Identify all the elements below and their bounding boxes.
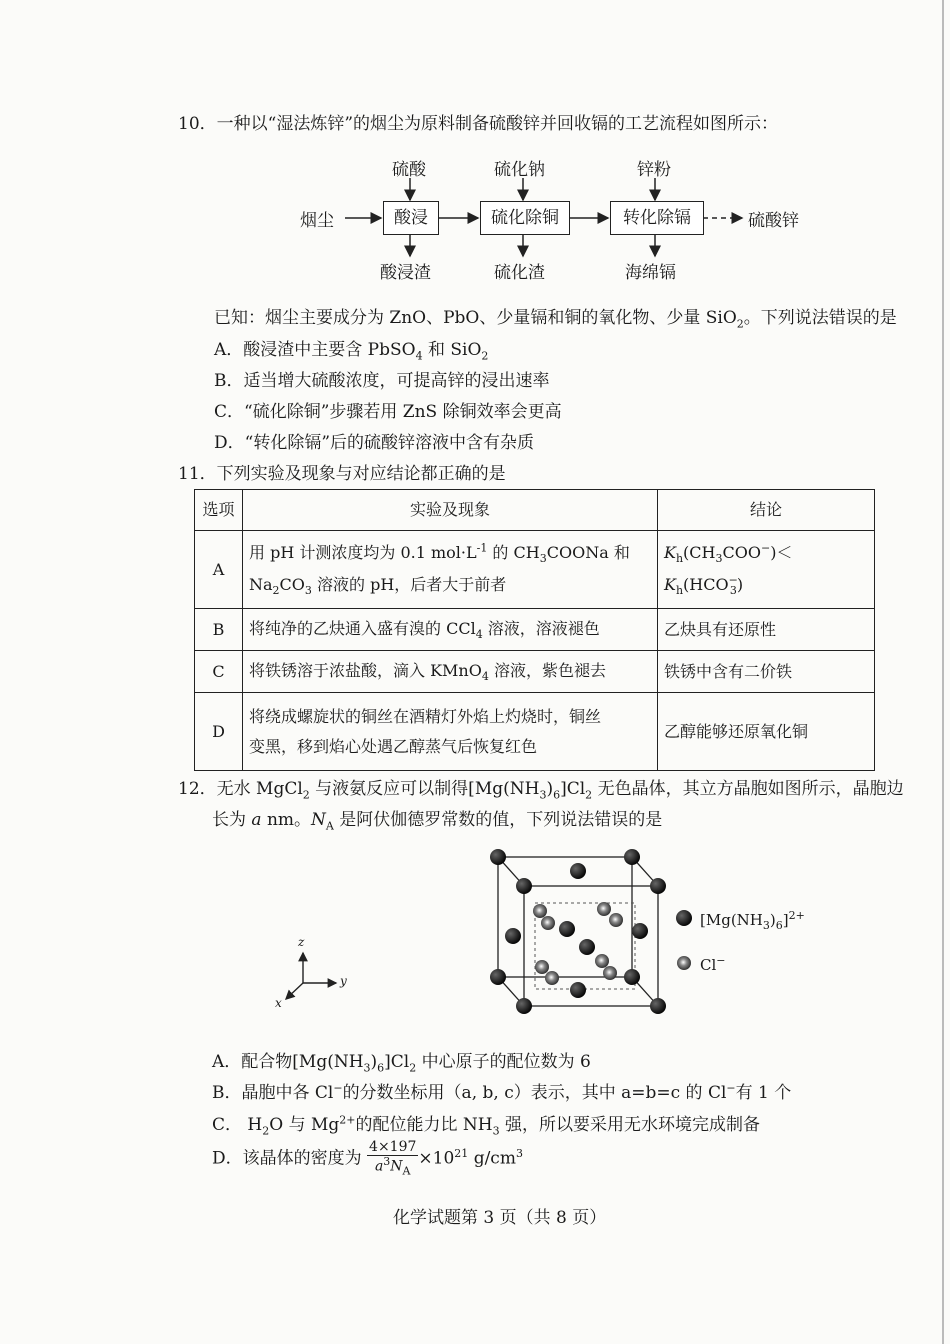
table-row	[195, 651, 875, 693]
table-row	[195, 693, 875, 771]
q10-option-d: D．“转化除镉”后的硫酸锌溶液中含有杂质	[214, 433, 535, 453]
header-conclusion: 结论	[658, 490, 875, 531]
legend-mg-complex: $[Mg(NH_3)_6]^{2+}$	[700, 909, 805, 932]
flow-reagent-3: 锌粉	[637, 160, 671, 180]
q12-option-b: B．晶胞中各 Cl−的分数坐标用（a, b, c）表示，其中 a=b=c 的 Cl−有 1 个	[212, 1081, 792, 1103]
row-conclusion: $K_h(CH_3COO^-)<K_h(HCO^-_3)$	[658, 531, 875, 609]
q10-known: 已知：烟尘主要成分为 ZnO、PbO、少量镉和铜的氧化物、少量 SiO$_2$。下列说法错误的是	[214, 308, 897, 331]
flow-reagent-2: 硫化钠	[494, 160, 545, 180]
table-row	[195, 609, 875, 651]
q12-option-d: D．该晶体的密度为 $\frac{4\times 197}{a^3N_A}$ $\times 10^{21}$ $g/cm^3$	[212, 1139, 523, 1178]
axis-x-label: x	[275, 996, 282, 1010]
row-experiment: 用 pH 计测浓度均为 0.1 $mol\cdot L^{-1}$ 的 $CH_3COONa$ 和 $Na_2CO_3$ 溶液的 pH，后者大于前者	[243, 531, 658, 609]
header-experiment: 实验及现象	[243, 490, 658, 531]
row-experiment: 将绕成螺旋状的铜丝在酒精灯外焰上灼烧时，铜丝 变黑，移到焰心处遇乙醇蒸气后恢复红色	[243, 693, 658, 771]
row-option: D	[195, 693, 243, 771]
flow-residue-2: 硫化渣	[494, 263, 545, 283]
q11-stem: 11．下列实验及现象与对应结论都正确的是	[178, 464, 506, 484]
scan-edge-line	[942, 0, 944, 1344]
row-experiment: 将铁锈溶于浓盐酸，滴入 KMnO$_4$ 溶液，紫色褪去	[243, 651, 658, 693]
crystal-cell-diagram	[480, 845, 680, 1030]
axis-z-label: z	[298, 935, 305, 949]
row-option: C	[195, 651, 243, 693]
header-option: 选项	[195, 490, 243, 531]
legend-chloride: Cl−	[700, 954, 726, 974]
flow-residue-1: 酸浸渣	[380, 263, 431, 283]
flow-box-convert-cd: 转化除镉	[610, 201, 704, 235]
flow-box-acid-leach: 酸浸	[383, 201, 439, 235]
table-header-row	[195, 490, 875, 531]
flow-arrows	[0, 0, 950, 300]
legend-markers	[674, 908, 694, 978]
table-row	[195, 531, 875, 609]
row-conclusion: 铁锈中含有二价铁	[658, 651, 875, 693]
q10-option-c: C．“硫化除铜”步骤若用 ZnS 除铜效率会更高	[214, 402, 562, 422]
flow-reagent-1: 硫酸	[392, 160, 426, 180]
flow-output-label: 硫酸锌	[748, 211, 799, 231]
flow-residue-3: 海绵镉	[625, 263, 676, 283]
q12-option-c: C． $H_2O$ 与 $Mg^{2+}$的配位能力比 $NH_3$ 强，所以要采用无水环境完成制备	[212, 1113, 761, 1138]
row-option: B	[195, 609, 243, 651]
page-footer: 化学试题第 3 页（共 8 页）	[393, 1208, 607, 1228]
row-conclusion: 乙炔具有还原性	[658, 609, 875, 651]
row-experiment: 将纯净的乙炔通入盛有溴的 CCl$_4$ 溶液，溶液褪色	[243, 609, 658, 651]
flow-input-label: 烟尘	[300, 211, 334, 231]
row-option: A	[195, 531, 243, 609]
axis-y-label: y	[340, 974, 347, 988]
q12-stem-line1: 12．无水 MgCl$_2$ 与液氨反应可以制得$[Mg(NH_3)_6]Cl_2$ 无色晶体，其立方晶胞如图所示，晶胞边	[178, 779, 904, 802]
q10-stem: 10．一种以“湿法炼锌”的烟尘为原料制备硫酸锌并回收镉的工艺流程如图所示：	[178, 114, 779, 134]
flow-box-sulfide-cu: 硫化除铜	[480, 201, 570, 235]
q12-option-a: A．配合物$[Mg(NH_3)_6]Cl_2$ 中心原子的配位数为 6	[212, 1052, 591, 1075]
q11-table	[194, 489, 875, 771]
row-conclusion: 乙醇能够还原氧化铜	[658, 693, 875, 771]
q12-stem-line2: 长为 a nm。$N_A$ 是阿伏伽德罗常数的值，下列说法错误的是	[212, 810, 663, 833]
density-fraction: $\frac{4\times 197}{a^3N_A}$	[369, 1139, 417, 1178]
q10-option-b: B．适当增大硫酸浓度，可提高锌的浸出速率	[214, 371, 550, 391]
q10-option-a: A．酸浸渣中主要含 PbSO$_4$ 和 SiO$_2$	[214, 340, 489, 363]
